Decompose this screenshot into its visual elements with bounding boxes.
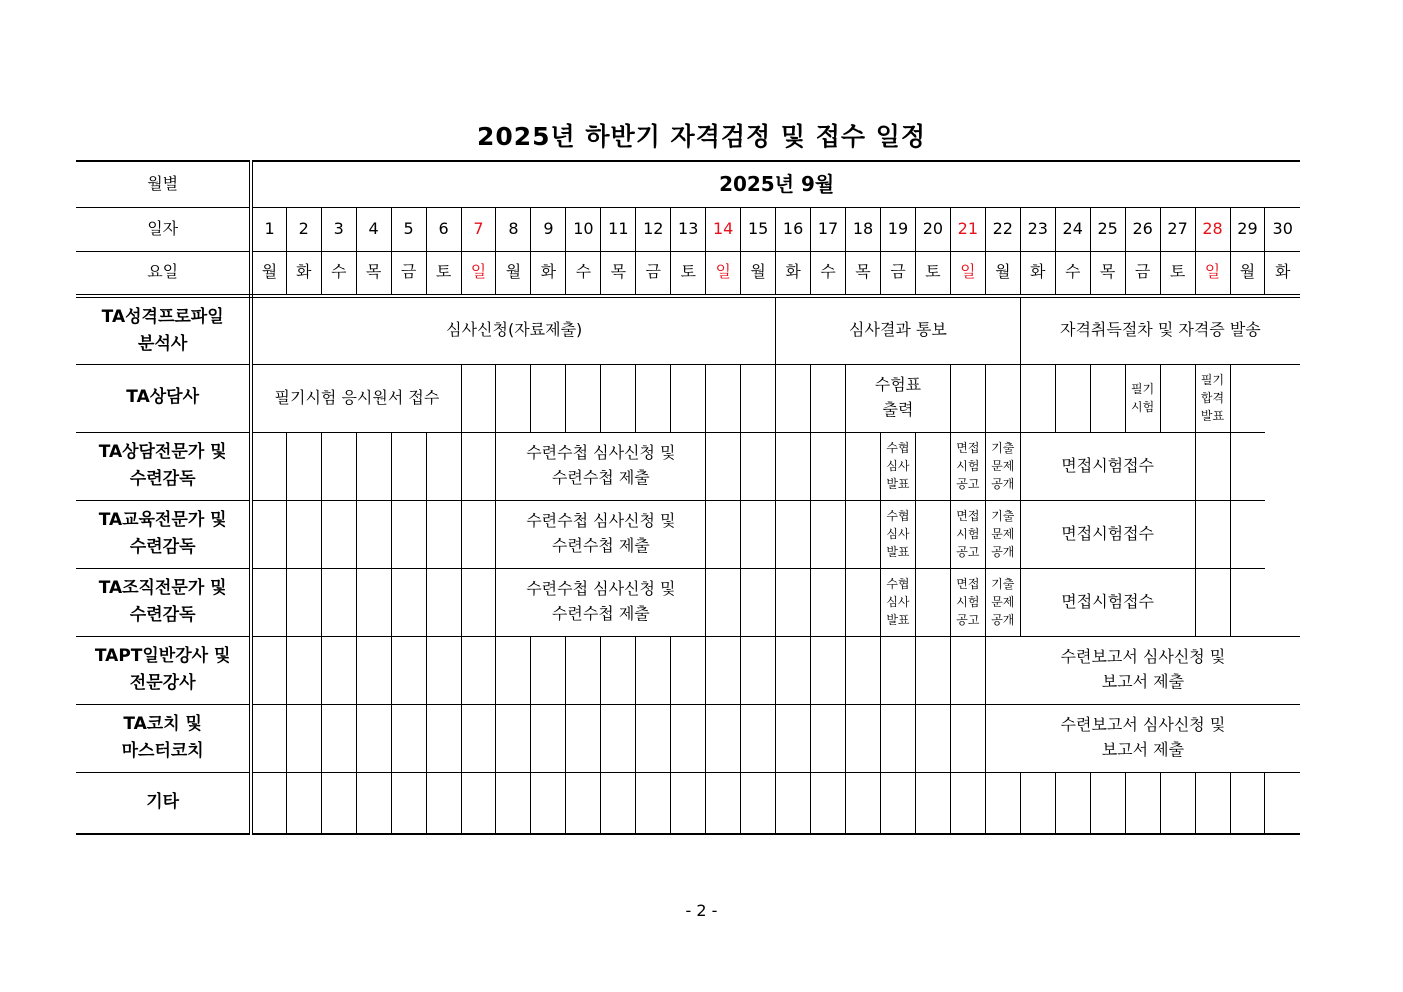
empty-day-cell	[671, 772, 706, 834]
weekday-17: 수	[811, 251, 846, 296]
schedule-event: 수련보고서 심사신청 및 보고서 제출	[985, 636, 1300, 704]
empty-day-cell	[391, 432, 426, 500]
category-label: 기타	[76, 772, 251, 834]
empty-day-cell	[811, 636, 846, 704]
day-10: 10	[566, 207, 601, 251]
schedule-row	[76, 432, 1300, 500]
empty-day-cell	[776, 432, 811, 500]
schedule-row	[76, 568, 1300, 636]
empty-day-cell	[671, 636, 706, 704]
empty-day-cell	[461, 364, 496, 432]
day-28: 28	[1195, 207, 1230, 251]
category-label: TA성격프로파일 분석사	[76, 296, 251, 364]
day-2: 2	[286, 207, 321, 251]
empty-day-cell	[1230, 364, 1265, 432]
empty-day-cell	[1230, 432, 1265, 500]
empty-day-cell	[321, 636, 356, 704]
empty-day-cell	[461, 772, 496, 834]
empty-day-cell	[461, 432, 496, 500]
schedule-event: 수협 심사 발표	[880, 432, 915, 500]
empty-day-cell	[286, 432, 321, 500]
empty-day-cell	[950, 772, 985, 834]
schedule-event: 심사신청(자료제출)	[251, 296, 775, 364]
schedule-event: 면접 시험 공고	[950, 432, 985, 500]
empty-day-cell	[426, 704, 461, 772]
empty-day-cell	[426, 500, 461, 568]
empty-day-cell	[706, 636, 741, 704]
empty-day-cell	[741, 636, 776, 704]
empty-day-cell	[1090, 772, 1125, 834]
category-label: TA상담사	[76, 364, 251, 432]
day-14: 14	[706, 207, 741, 251]
empty-day-cell	[391, 772, 426, 834]
empty-day-cell	[1195, 432, 1230, 500]
empty-day-cell	[985, 772, 1020, 834]
weekday-22: 월	[985, 251, 1020, 296]
weekday-28: 일	[1195, 251, 1230, 296]
day-13: 13	[671, 207, 706, 251]
empty-day-cell	[426, 772, 461, 834]
weekday-18: 목	[846, 251, 881, 296]
empty-day-cell	[321, 432, 356, 500]
empty-day-cell	[706, 432, 741, 500]
empty-day-cell	[566, 364, 601, 432]
schedule-event: 필기시험 응시원서 접수	[251, 364, 461, 432]
empty-day-cell	[950, 704, 985, 772]
empty-day-cell	[880, 772, 915, 834]
schedule-event: 수험표 출력	[846, 364, 951, 432]
schedule-event: 수협 심사 발표	[880, 568, 915, 636]
schedule-row	[76, 364, 1300, 432]
empty-day-cell	[251, 568, 286, 636]
day-22: 22	[985, 207, 1020, 251]
day-18: 18	[846, 207, 881, 251]
weekday-21: 일	[950, 251, 985, 296]
schedule-event: 면접 시험 공고	[950, 568, 985, 636]
empty-day-cell	[426, 636, 461, 704]
empty-day-cell	[915, 432, 950, 500]
schedule-event: 기출 문제 공개	[985, 568, 1020, 636]
empty-day-cell	[356, 772, 391, 834]
category-label: TAPT일반강사 및 전문강사	[76, 636, 251, 704]
empty-day-cell	[741, 568, 776, 636]
empty-day-cell	[426, 568, 461, 636]
empty-day-cell	[776, 636, 811, 704]
weekday-13: 토	[671, 251, 706, 296]
schedule-event: 기출 문제 공개	[985, 500, 1020, 568]
day-20: 20	[915, 207, 950, 251]
category-label: TA코치 및 마스터코치	[76, 704, 251, 772]
weekday-5: 금	[391, 251, 426, 296]
weekday-6: 토	[426, 251, 461, 296]
empty-day-cell	[461, 568, 496, 636]
empty-day-cell	[496, 772, 531, 834]
empty-day-cell	[286, 704, 321, 772]
empty-day-cell	[915, 500, 950, 568]
empty-day-cell	[531, 704, 566, 772]
day-16: 16	[776, 207, 811, 251]
empty-day-cell	[566, 704, 601, 772]
empty-day-cell	[461, 704, 496, 772]
weekday-7: 일	[461, 251, 496, 296]
empty-day-cell	[391, 704, 426, 772]
empty-day-cell	[811, 364, 846, 432]
weekday-10: 수	[566, 251, 601, 296]
empty-day-cell	[356, 432, 391, 500]
empty-day-cell	[776, 364, 811, 432]
empty-day-cell	[531, 772, 566, 834]
empty-day-cell	[1230, 772, 1265, 834]
empty-day-cell	[321, 500, 356, 568]
empty-day-cell	[1020, 364, 1055, 432]
schedule-event: 기출 문제 공개	[985, 432, 1020, 500]
empty-day-cell	[496, 636, 531, 704]
schedule-row	[76, 296, 1300, 364]
schedule-table	[76, 160, 1300, 835]
empty-day-cell	[950, 636, 985, 704]
empty-day-cell	[880, 704, 915, 772]
empty-day-cell	[251, 704, 286, 772]
weekday-30: 화	[1265, 251, 1300, 296]
page-title: 2025년 하반기 자격검정 및 접수 일정	[476, 122, 927, 151]
schedule-event: 자격취득절차 및 자격증 발송	[1020, 296, 1300, 364]
empty-day-cell	[950, 364, 985, 432]
empty-day-cell	[741, 500, 776, 568]
empty-day-cell	[915, 704, 950, 772]
weekday-row	[76, 251, 1300, 296]
day-6: 6	[426, 207, 461, 251]
empty-day-cell	[741, 704, 776, 772]
empty-day-cell	[985, 364, 1020, 432]
empty-day-cell	[636, 704, 671, 772]
empty-day-cell	[1160, 364, 1195, 432]
schedule-event: 수련수첩 심사신청 및 수련수첩 제출	[496, 500, 706, 568]
empty-day-cell	[601, 704, 636, 772]
weekday-3: 수	[321, 251, 356, 296]
empty-day-cell	[1230, 568, 1265, 636]
day-12: 12	[636, 207, 671, 251]
day-8: 8	[496, 207, 531, 251]
weekday-26: 금	[1125, 251, 1160, 296]
category-label: TA조직전문가 및 수련감독	[76, 568, 251, 636]
day-17: 17	[811, 207, 846, 251]
empty-day-cell	[321, 772, 356, 834]
empty-day-cell	[671, 364, 706, 432]
day-21: 21	[950, 207, 985, 251]
schedule-event: 필기 시험	[1125, 364, 1160, 432]
empty-day-cell	[286, 636, 321, 704]
weekday-19: 금	[880, 251, 915, 296]
day-26: 26	[1125, 207, 1160, 251]
empty-day-cell	[251, 500, 286, 568]
day-row	[76, 207, 1300, 251]
schedule-row	[76, 772, 1300, 834]
schedule-event: 수련수첩 심사신청 및 수련수첩 제출	[496, 568, 706, 636]
empty-day-cell	[566, 636, 601, 704]
day-7: 7	[461, 207, 496, 251]
category-label: TA교육전문가 및 수련감독	[76, 500, 251, 568]
empty-day-cell	[601, 636, 636, 704]
schedule-event: 수련수첩 심사신청 및 수련수첩 제출	[496, 432, 706, 500]
empty-day-cell	[811, 432, 846, 500]
empty-day-cell	[846, 636, 881, 704]
empty-day-cell	[1195, 568, 1230, 636]
day-30: 30	[1265, 207, 1300, 251]
empty-day-cell	[1020, 772, 1055, 834]
day-15: 15	[741, 207, 776, 251]
empty-day-cell	[706, 568, 741, 636]
schedule-event: 필기 합격 발표	[1195, 364, 1230, 432]
schedule-event: 면접시험접수	[1020, 568, 1195, 636]
empty-day-cell	[321, 568, 356, 636]
day-4: 4	[356, 207, 391, 251]
empty-day-cell	[391, 568, 426, 636]
empty-day-cell	[776, 704, 811, 772]
empty-day-cell	[776, 568, 811, 636]
empty-day-cell	[1055, 772, 1090, 834]
weekday-29: 월	[1230, 251, 1265, 296]
weekday-8: 월	[496, 251, 531, 296]
weekday-14: 일	[706, 251, 741, 296]
day-23: 23	[1020, 207, 1055, 251]
schedule-event: 심사결과 통보	[776, 296, 1021, 364]
empty-day-cell	[461, 500, 496, 568]
weekday-4: 목	[356, 251, 391, 296]
month-row	[76, 161, 1300, 207]
empty-day-cell	[356, 568, 391, 636]
day-9: 9	[531, 207, 566, 251]
empty-day-cell	[846, 500, 881, 568]
empty-day-cell	[915, 636, 950, 704]
empty-day-cell	[356, 500, 391, 568]
empty-day-cell	[636, 636, 671, 704]
empty-day-cell	[356, 704, 391, 772]
empty-day-cell	[286, 772, 321, 834]
day-1: 1	[251, 207, 286, 251]
empty-day-cell	[391, 636, 426, 704]
empty-day-cell	[706, 704, 741, 772]
schedule-row	[76, 704, 1300, 772]
empty-day-cell	[706, 500, 741, 568]
empty-day-cell	[1090, 364, 1125, 432]
empty-day-cell	[496, 364, 531, 432]
empty-day-cell	[776, 772, 811, 834]
category-label: TA상담전문가 및 수련감독	[76, 432, 251, 500]
weekday-24: 수	[1055, 251, 1090, 296]
empty-day-cell	[531, 364, 566, 432]
month-value: 2025년 9월	[251, 161, 1300, 207]
empty-day-cell	[741, 432, 776, 500]
empty-day-cell	[1125, 772, 1160, 834]
empty-day-cell	[1265, 772, 1300, 834]
weekday-25: 목	[1090, 251, 1125, 296]
empty-day-cell	[636, 364, 671, 432]
empty-day-cell	[846, 772, 881, 834]
empty-day-cell	[1230, 500, 1265, 568]
schedule-event: 면접 시험 공고	[950, 500, 985, 568]
day-5: 5	[391, 207, 426, 251]
weekday-9: 화	[531, 251, 566, 296]
empty-day-cell	[915, 568, 950, 636]
empty-day-cell	[1195, 500, 1230, 568]
month-label: 월별	[76, 161, 251, 207]
empty-day-cell	[286, 500, 321, 568]
empty-day-cell	[286, 568, 321, 636]
day-29: 29	[1230, 207, 1265, 251]
empty-day-cell	[776, 500, 811, 568]
weekday-23: 화	[1020, 251, 1055, 296]
empty-day-cell	[356, 636, 391, 704]
schedule-event: 수련보고서 심사신청 및 보고서 제출	[985, 704, 1300, 772]
empty-day-cell	[741, 772, 776, 834]
weekday-1: 월	[251, 251, 286, 296]
empty-day-cell	[426, 432, 461, 500]
day-27: 27	[1160, 207, 1195, 251]
schedule-event: 수협 심사 발표	[880, 500, 915, 568]
empty-day-cell	[251, 432, 286, 500]
day-25: 25	[1090, 207, 1125, 251]
empty-day-cell	[636, 772, 671, 834]
empty-day-cell	[251, 636, 286, 704]
schedule-row	[76, 500, 1300, 568]
empty-day-cell	[915, 772, 950, 834]
empty-day-cell	[846, 568, 881, 636]
empty-day-cell	[1195, 772, 1230, 834]
empty-day-cell	[566, 772, 601, 834]
day-19: 19	[880, 207, 915, 251]
empty-day-cell	[496, 704, 531, 772]
empty-day-cell	[811, 704, 846, 772]
day-24: 24	[1055, 207, 1090, 251]
page-number: - 2 -	[685, 901, 718, 920]
day-11: 11	[601, 207, 636, 251]
weekday-16: 화	[776, 251, 811, 296]
weekday-27: 토	[1160, 251, 1195, 296]
empty-day-cell	[671, 704, 706, 772]
empty-day-cell	[811, 500, 846, 568]
empty-day-cell	[880, 636, 915, 704]
weekday-20: 토	[915, 251, 950, 296]
schedule-event: 면접시험접수	[1020, 432, 1195, 500]
day-3: 3	[321, 207, 356, 251]
empty-day-cell	[846, 432, 881, 500]
empty-day-cell	[846, 704, 881, 772]
empty-day-cell	[251, 772, 286, 834]
empty-day-cell	[706, 364, 741, 432]
empty-day-cell	[811, 568, 846, 636]
weekday-12: 금	[636, 251, 671, 296]
schedule-event: 면접시험접수	[1020, 500, 1195, 568]
weekday-2: 화	[286, 251, 321, 296]
empty-day-cell	[741, 364, 776, 432]
weekday-11: 목	[601, 251, 636, 296]
empty-day-cell	[461, 636, 496, 704]
weekday-label: 요일	[76, 251, 251, 296]
empty-day-cell	[1160, 772, 1195, 834]
empty-day-cell	[321, 704, 356, 772]
empty-day-cell	[601, 772, 636, 834]
weekday-15: 월	[741, 251, 776, 296]
empty-day-cell	[391, 500, 426, 568]
empty-day-cell	[706, 772, 741, 834]
empty-day-cell	[811, 772, 846, 834]
schedule-row	[76, 636, 1300, 704]
day-label: 일자	[76, 207, 251, 251]
empty-day-cell	[531, 636, 566, 704]
empty-day-cell	[1055, 364, 1090, 432]
empty-day-cell	[601, 364, 636, 432]
